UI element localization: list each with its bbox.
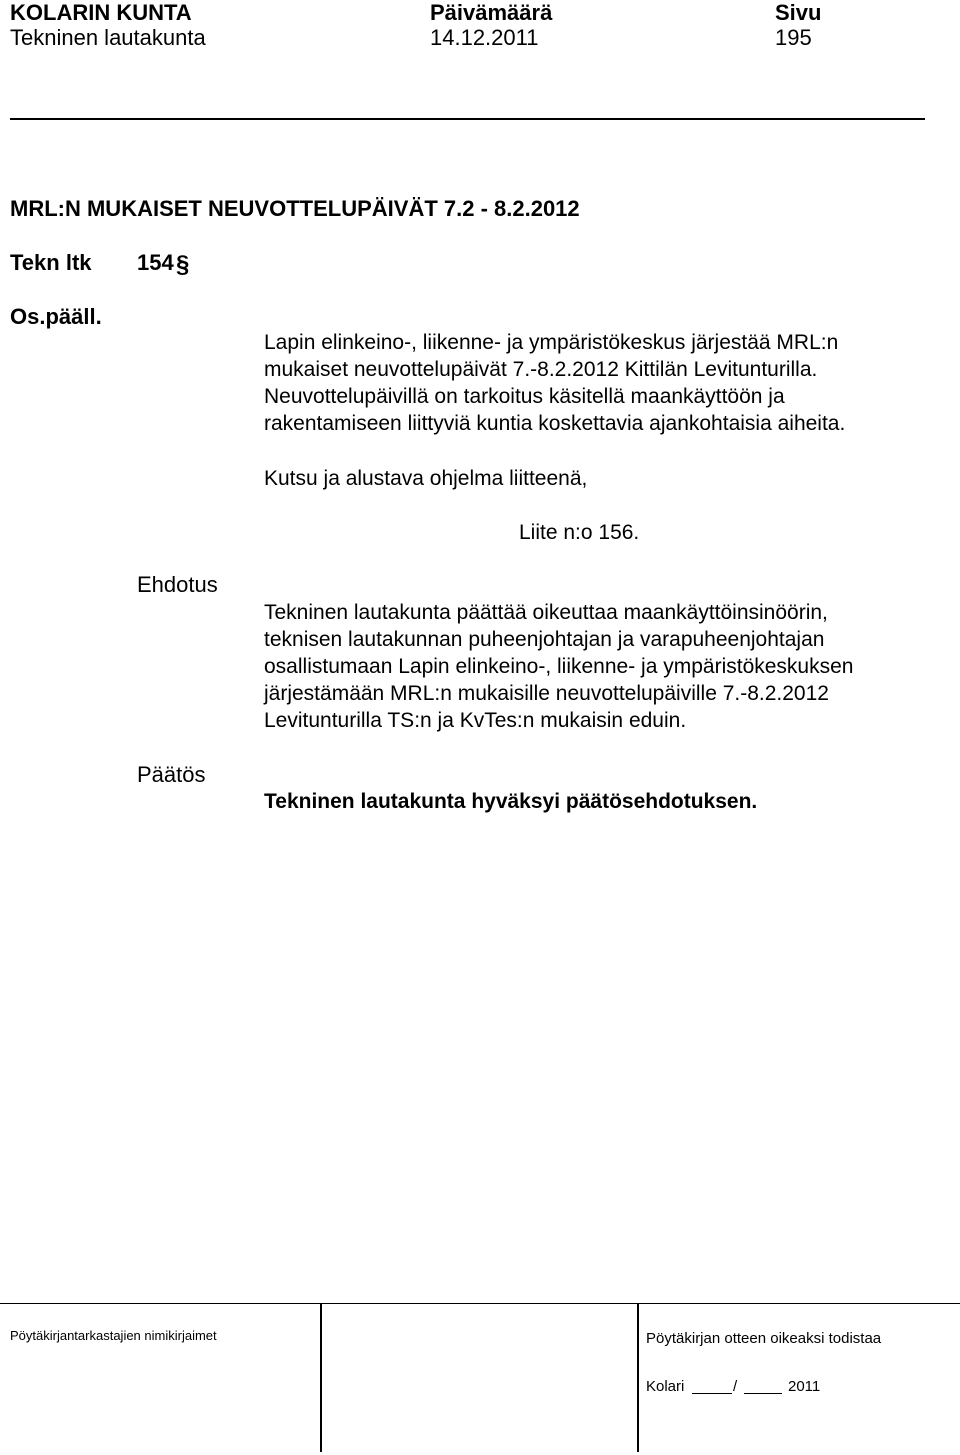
proposal-label: Ehdotus xyxy=(137,572,218,597)
intro-line: mukaiset neuvottelupäivät 7.-8.2.2012 Kittilän Levitunturilla. xyxy=(264,358,818,381)
org-name: KOLARIN KUNTA xyxy=(10,0,192,25)
proposal-line: teknisen lautakunnan puheenjohtajan ja varapuheenjohtajan xyxy=(264,628,825,651)
section-symbol: § xyxy=(176,251,190,278)
footer-left-divider xyxy=(320,1304,322,1452)
footer-month-blank xyxy=(744,1393,782,1394)
attachment-ref: Liite n:o 156. xyxy=(519,521,640,544)
section-number: 154 xyxy=(137,250,174,275)
page-number: 195 xyxy=(775,25,812,50)
footer-place: Kolari xyxy=(646,1378,685,1395)
page-label: Sivu xyxy=(775,0,822,25)
header-divider xyxy=(10,118,925,120)
decision-text: Tekninen lautakunta hyväksyi päätösehdotuksen. xyxy=(264,790,758,813)
decision-label: Päätös xyxy=(137,762,206,787)
proposal-line: Tekninen lautakunta päättää oikeuttaa maankäyttöinsinöörin, xyxy=(264,601,828,624)
checkers-label: Pöytäkirjantarkastajien nimikirjaimet xyxy=(10,1328,217,1343)
proposal-line: järjestämään MRL:n mukaisille neuvottelupäiville 7.-8.2.2012 xyxy=(264,682,829,705)
intro-line: Lapin elinkeino-, liikenne- ja ympäristökeskus järjestää MRL:n xyxy=(264,331,839,354)
footer-top-rule xyxy=(0,1303,960,1304)
committee-name: Tekninen lautakunta xyxy=(10,25,206,50)
footer-year: 2011 xyxy=(788,1378,821,1395)
attachment-text: Kutsu ja alustava ohjelma liitteenä, xyxy=(264,467,588,490)
page-title: MRL:N MUKAISET NEUVOTTELUPÄIVÄT 7.2 - 8.2.2012 xyxy=(10,196,580,221)
date-label: Päivämäärä xyxy=(430,0,553,25)
date-value: 14.12.2011 xyxy=(430,25,539,50)
preparer-label: Os.pääll. xyxy=(10,304,102,329)
footer-day-blank xyxy=(692,1393,732,1394)
proposal-line: osallistumaan Lapin elinkeino-, liikenne- ja ympäristökeskuksen xyxy=(264,655,854,678)
footer-date-separator: / xyxy=(733,1378,738,1395)
copy-certified-label: Pöytäkirjan otteen oikeaksi todistaa xyxy=(646,1330,882,1347)
intro-line: Neuvottelupäivillä on tarkoitus käsitellä maankäyttöön ja xyxy=(264,385,785,408)
footer-right-divider xyxy=(637,1304,639,1452)
intro-line: rakentamiseen liittyviä kuntia koskettavia ajankohtaisia aiheita. xyxy=(264,412,846,435)
section-ref: Tekn ltk xyxy=(10,250,92,275)
proposal-line: Levitunturilla TS:n ja KvTes:n mukaisin eduin. xyxy=(264,709,687,732)
